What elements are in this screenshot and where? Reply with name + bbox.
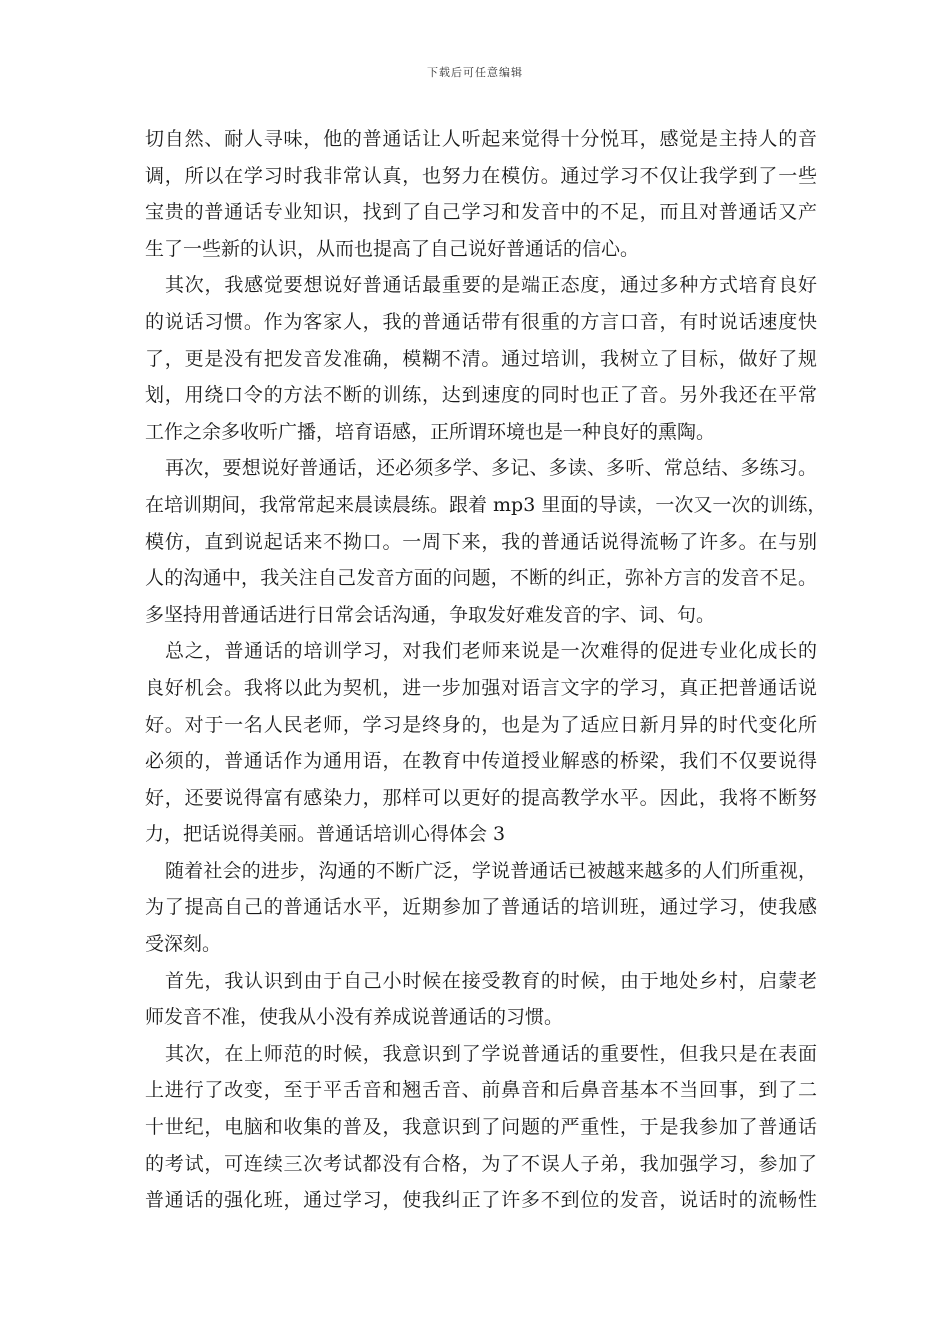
text-line: 工作之余多收听广播，培育语感，正所谓环境也是一种良好的熏陶。: [145, 420, 716, 443]
text-line: 随着社会的进步，沟通的不断广泛，学说普通话已被越来越多的人们所重视，: [165, 859, 817, 882]
text-line: 十世纪，电脑和收集的普及，我意识到了问题的严重性，于是我参加了普通话: [145, 1116, 817, 1139]
text-line: 良好机会。我将以此为契机，进一步加强对语言文字的学习，真正把普通话说: [145, 676, 817, 699]
text-line: 其次，我感觉要想说好普通话最重要的是端正态度，通过多种方式培育良好: [165, 274, 817, 297]
text-line: 切自然、耐人寻味，他的普通话让人听起来觉得十分悦耳，感觉是主持人的音: [145, 128, 817, 150]
text-line: 宝贵的普通话专业知识，找到了自己学习和发音中的不足，而且对普通话又产: [145, 201, 817, 224]
text-line: 再次，要想说好普通话，还必须多学、多记、多读、多听、常总结、多练习。: [165, 457, 817, 480]
text-line: 调，所以在学习时我非常认真，也努力在模仿。通过学习不仅让我学到了一些: [145, 164, 817, 187]
text-line: 的说话习惯。作为客家人，我的普通话带有很重的方言口音，有时说话速度快: [145, 310, 817, 333]
text-line: 为了提高自己的普通话水平，近期参加了普通话的培训班，通过学习，使我感: [145, 896, 817, 919]
text-line: 生了一些新的认识，从而也提高了自己说好普通话的信心。: [145, 237, 640, 260]
text-line: 好。对于一名人民老师，学习是终身的，也是为了适应日新月异的时代变化所: [145, 713, 817, 736]
text-line: 总之，普通话的培训学习，对我们老师来说是一次难得的促进专业化成长的: [165, 640, 817, 663]
document-body: [145, 121, 827, 1219]
text-line: 好，还要说得富有感染力，那样可以更好的提高教学水平。因此，我将不断努: [145, 786, 817, 809]
text-line: 多坚持用普通话进行日常会话沟通，争取发好难发音的字、词、句。: [145, 603, 716, 626]
text-line: 首先，我认识到由于自己小时候在接受教育的时候，由于地处乡村，启蒙老: [165, 969, 817, 992]
text-line: 上进行了改变，至于平舌音和翘舌音、前鼻音和后鼻音基本不当回事，到了二: [145, 1079, 817, 1102]
text-line: 其次，在上师范的时候，我意识到了学说普通话的重要性，但我只是在表面: [165, 1042, 817, 1065]
text-line: 力，把话说得美丽。普通话培训心得体会 3: [145, 823, 506, 846]
text-line: 在培训期间，我常常起来晨读晨练。跟着 mp3 里面的导读，一次又一次的训练，: [145, 493, 827, 516]
text-line: 普通话的强化班，通过学习，使我纠正了许多不到位的发音，说话时的流畅性: [145, 1189, 817, 1212]
text-line: 划，用绕口令的方法不断的训练，达到速度的同时也正了音。另外我还在平常: [145, 384, 817, 407]
text-line: 了，更是没有把发音发准确，模糊不清。通过培训，我树立了目标，做好了规: [145, 347, 817, 370]
text-line: 必须的，普通话作为通用语，在教育中传道授业解惑的桥梁，我们不仅要说得: [145, 750, 817, 773]
page-header: 下载后可任意编辑: [427, 66, 523, 79]
text-line: 模仿，直到说起话来不拗口。一周下来，我的普通话说得流畅了许多。在与别: [145, 530, 817, 553]
text-line: 人的沟通中，我关注自己发音方面的问题，不断的纠正，弥补方言的发音不足。: [145, 567, 817, 590]
text-line: 师发音不准，使我从小没有养成说普通话的习惯。: [145, 1006, 564, 1029]
text-line: 的考试，可连续三次考试都没有合格，为了不误人子弟，我加强学习，参加了: [145, 1152, 817, 1175]
text-line: 受深刻。: [145, 933, 222, 956]
